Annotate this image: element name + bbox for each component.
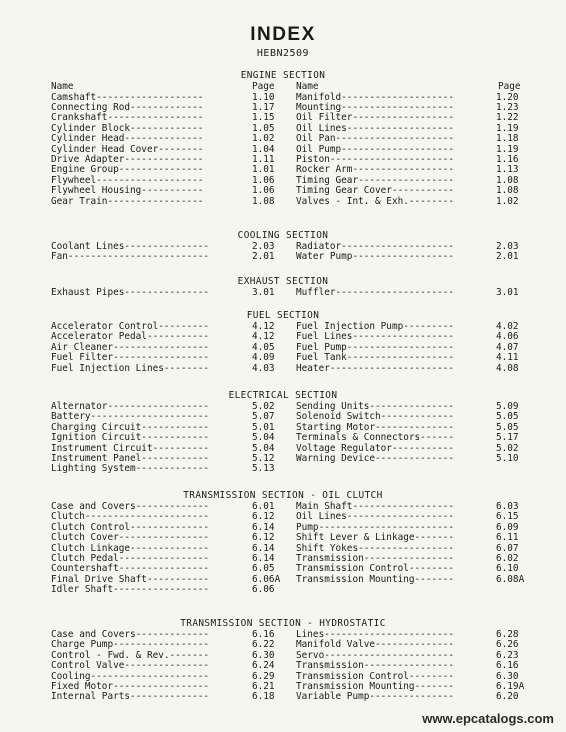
entry-name: Variable Pump--------------- [296,691,455,703]
index-entry [0,185,566,196]
entry-name: Clutch Linkage-------------- [51,542,210,554]
entry-name: Flywheel------------------- [51,174,204,186]
index-entry [0,123,566,134]
entry-page: 5.09 [496,401,519,412]
section-title: ELECTRICAL SECTION [228,390,338,401]
entry-name: Control Valve--------------- [51,660,210,672]
entry-name: Shift Yokes----------------- [296,542,455,554]
entry-name: Transmission Control-------- [296,670,455,682]
entry-name: Warning Device-------------- [296,453,455,464]
index-entry [0,175,566,186]
entry-page: 4.12 [252,321,275,332]
entry-name: Fuel Injection Lines-------- [51,362,210,374]
entry-page: 5.04 [252,432,275,444]
entry-name: Fuel Lines------------------ [296,331,455,343]
entry-name: Battery--------------------- [51,411,210,423]
entry-name: Solenoid Switch------------- [296,411,455,423]
index-entry [0,453,566,464]
entry-page: 1.19 [496,122,519,134]
entry-page: 6.06A [252,573,281,585]
entry-name: Oil Pan--------------------- [296,133,455,145]
entry-name: Pump------------------------ [296,521,455,533]
entry-page: 1.11 [252,153,275,165]
entry-name: Air Cleaner----------------- [51,341,210,353]
entry-name: Idler Shaft----------------- [51,584,210,596]
index-entry [0,532,566,543]
entry-name: Transmission Mounting------- [296,573,455,585]
entry-page: 3.01 [252,287,275,298]
entry-name: Accelerator Control--------- [51,321,210,332]
index-entry [0,691,566,702]
entry-name: Shift Lever & Linkage------- [296,532,455,544]
index-entry [0,553,566,564]
entry-page: 5.12 [252,453,275,464]
entry-page: 4.05 [252,341,275,353]
entry-name: Timing Gear----------------- [296,174,455,186]
entry-name: Oil Filter------------------ [296,112,455,124]
column-header-name: Name [296,81,319,92]
entry-name: Case and Covers------------- [51,501,210,512]
entry-name: Alternator------------------ [51,401,210,412]
entry-page: 1.04 [252,143,275,155]
entry-name: Manifold-------------------- [296,91,455,103]
index-entry [0,443,566,454]
entry-name: Valves - Int. & Exh.-------- [296,195,455,207]
index-entry [0,671,566,682]
entry-name: Fan------------------------- [51,251,210,263]
index-entry [0,133,566,144]
entry-page: 3.01 [496,287,519,298]
entry-name: Lighting System------------- [51,463,210,475]
entry-page: 4.03 [252,362,275,374]
entry-name: Accelerator Pedal----------- [51,331,210,343]
entry-name: Transmission---------------- [296,553,455,564]
entry-page: 6.23 [496,649,519,661]
entry-name: Final Drive Shaft----------- [51,573,210,585]
index-entry [0,563,566,574]
entry-page: 1.22 [496,112,519,124]
entry-page: 6.16 [496,660,519,672]
entry-page: 6.01 [252,501,275,512]
entry-page: 1.18 [496,133,519,145]
entry-name: Water Pump------------------ [296,251,455,263]
entry-page: 6.21 [252,681,275,692]
index-entry [0,543,566,554]
index-entry [0,251,566,262]
entry-page: 1.06 [252,174,275,186]
index-entry [0,144,566,155]
entry-name: Terminals & Connectors------ [296,432,455,444]
entry-name: Transmission Mounting------- [296,681,455,692]
entry-name: Coolant Lines--------------- [51,241,210,252]
entry-name: Instrument Panel------------ [51,453,210,464]
entry-page: 6.02 [496,553,519,564]
entry-page: 5.13 [252,463,275,475]
index-entry [0,522,566,533]
document-code: HEBN2509 [256,48,310,59]
entry-page: 6.24 [252,660,275,672]
index-entry [0,411,566,422]
section-title: ENGINE SECTION [240,70,326,81]
entry-page: 6.14 [252,553,275,564]
entry-name: Oil Pump-------------------- [296,143,455,155]
entry-page: 5.05 [496,421,519,433]
section-title: FUEL SECTION [246,310,320,321]
entry-page: 1.08 [252,195,275,207]
entry-name: Flywheel Housing----------- [51,185,204,197]
entry-page: 1.16 [496,153,519,165]
entry-name: Case and Covers------------- [51,629,210,640]
entry-name: Transmission Control-------- [296,563,455,575]
entry-name: Fuel Pump------------------- [296,341,455,353]
index-entry [0,629,566,640]
entry-page: 1.08 [496,174,519,186]
entry-name: Exhaust Pipes--------------- [51,287,210,298]
entry-name: Main Shaft------------------ [296,501,455,512]
index-entry [0,363,566,374]
index-entry [0,584,566,595]
entry-page: 1.10 [252,91,275,103]
entry-page: 4.07 [496,341,519,353]
entry-name: Rocker Arm------------------ [296,164,455,176]
index-entry [0,574,566,585]
entry-name: Control - Fwd. & Rev.------- [51,649,210,661]
entry-page: 6.14 [252,542,275,554]
entry-name: Cylinder Head-------------- [51,133,204,145]
entry-name: Oil Lines------------------- [296,122,455,134]
entry-name: Sending Units--------------- [296,401,455,412]
entry-name: Camshaft------------------- [51,91,204,103]
index-entry [0,432,566,443]
entry-page: 1.13 [496,164,519,176]
entry-page: 6.11 [496,532,519,544]
entry-name: Oil Lines------------------- [296,511,455,523]
entry-page: 1.23 [496,101,519,113]
index-entry [0,321,566,332]
entry-name: Manifold Valve-------------- [296,639,455,651]
section-title: TRANSMISSION SECTION - OIL CLUTCH [183,490,383,501]
entry-page: 6.14 [252,521,275,533]
entry-name: Ignition Circuit------------ [51,432,210,444]
entry-page: 6.30 [496,670,519,682]
entry-name: Timing Gear Cover----------- [296,185,455,197]
entry-page: 4.02 [496,321,519,332]
index-entry [0,422,566,433]
entry-page: 6.15 [496,511,519,523]
column-header-page: Page [498,81,521,92]
index-entry [0,352,566,363]
page-title: INDEX [250,24,316,45]
index-entry [0,112,566,123]
entry-page: 4.08 [496,362,519,374]
entry-name: Engine Group--------------- [51,164,204,176]
section-title: EXHAUST SECTION [237,276,329,287]
section-title: COOLING SECTION [237,230,329,241]
entry-name: Muffler--------------------- [296,287,455,298]
entry-page: 6.03 [496,501,519,512]
index-entry [0,241,566,252]
section-title: TRANSMISSION SECTION - HYDROSTATIC [180,618,386,629]
entry-name: Charging Circuit------------ [51,421,210,433]
entry-page: 6.12 [252,511,275,523]
index-entry [0,650,566,661]
entry-name: Cooling--------------------- [51,670,210,682]
entry-page: 1.08 [496,185,519,197]
entry-page: 6.16 [252,629,275,640]
index-entry [0,102,566,113]
entry-page: 4.09 [252,352,275,364]
column-header-name: Name [51,81,74,92]
entry-page: 1.17 [252,101,275,113]
entry-page: 6.07 [496,542,519,554]
entry-name: Countershaft---------------- [51,563,210,575]
entry-page: 4.06 [496,331,519,343]
entry-page: 2.01 [252,251,275,263]
entry-name: Starting Motor-------------- [296,421,455,433]
entry-name: Servo----------------------- [296,649,455,661]
entry-page: 5.05 [496,411,519,423]
entry-page: 1.02 [496,195,519,207]
entry-name: Clutch Cover---------------- [51,532,210,544]
index-entry [0,196,566,207]
entry-page: 6.30 [252,649,275,661]
entry-name: Fuel Filter----------------- [51,352,210,364]
entry-page: 5.17 [496,432,519,444]
entry-name: Radiator-------------------- [296,241,455,252]
entry-name: Piston---------------------- [296,153,455,165]
entry-page: 2.03 [496,241,519,252]
entry-page: 5.04 [252,442,275,454]
entry-page: 6.18 [252,691,275,703]
entry-page: 1.19 [496,143,519,155]
index-entry [0,681,566,692]
entry-page: 5.01 [252,421,275,433]
entry-page: 5.07 [252,411,275,423]
entry-page: 6.06 [252,584,275,596]
entry-page: 6.29 [252,670,275,682]
entry-name: Gear Train----------------- [51,195,204,207]
index-entry [0,342,566,353]
entry-page: 6.05 [252,563,275,575]
entry-page: 6.09 [496,521,519,533]
entry-name: Drive Adapter-------------- [51,153,204,165]
entry-page: 2.01 [496,251,519,263]
entry-name: Heater---------------------- [296,362,455,374]
index-entry [0,463,566,474]
entry-name: Transmission---------------- [296,660,455,672]
entry-name: Lines----------------------- [296,629,455,640]
index-entry [0,331,566,342]
index-entry [0,164,566,175]
entry-page: 1.01 [252,164,275,176]
index-entry [0,639,566,650]
entry-page: 1.06 [252,185,275,197]
entry-page: 6.28 [496,629,519,640]
entry-page: 6.08A [496,573,525,585]
entry-page: 6.22 [252,639,275,651]
watermark: www.epcatalogs.com [422,711,554,726]
entry-name: Internal Parts-------------- [51,691,210,703]
entry-name: Fuel Injection Pump--------- [296,321,455,332]
entry-name: Clutch Control-------------- [51,521,210,533]
index-entry [0,511,566,522]
entry-name: Voltage Regulator----------- [296,442,455,454]
column-header-page: Page [252,81,275,92]
entry-page: 1.15 [252,112,275,124]
entry-name: Fixed Motor----------------- [51,681,210,692]
entry-page: 6.20 [496,691,519,703]
entry-name: Mounting-------------------- [296,101,455,113]
entry-name: Clutch Pedal---------------- [51,553,210,564]
entry-page: 6.12 [252,532,275,544]
entry-page: 6.26 [496,639,519,651]
entry-name: Cylinder Head Cover-------- [51,143,204,155]
entry-page: 4.11 [496,352,519,364]
index-entry [0,287,566,298]
entry-page: 1.02 [252,133,275,145]
entry-name: Clutch---------------------- [51,511,210,523]
entry-page: 2.03 [252,241,275,252]
entry-page: 4.12 [252,331,275,343]
entry-name: Fuel Tank------------------- [296,352,455,364]
index-entry [0,501,566,512]
entry-name: Crankshaft----------------- [51,112,204,124]
entry-page: 1.20 [496,91,519,103]
entry-name: Connecting Rod------------- [51,101,204,113]
entry-page: 5.02 [252,401,275,412]
entry-page: 5.02 [496,442,519,454]
entry-page: 1.05 [252,122,275,134]
index-entry [0,154,566,165]
entry-name: Instrument Circuit---------- [51,442,210,454]
entry-page: 5.10 [496,453,519,464]
index-entry [0,660,566,671]
index-entry [0,401,566,412]
entry-name: Cylinder Block------------- [51,122,204,134]
entry-page: 6.19A [496,681,525,692]
entry-page: 6.10 [496,563,519,575]
entry-name: Charge Pump----------------- [51,639,210,651]
index-entry [0,92,566,103]
